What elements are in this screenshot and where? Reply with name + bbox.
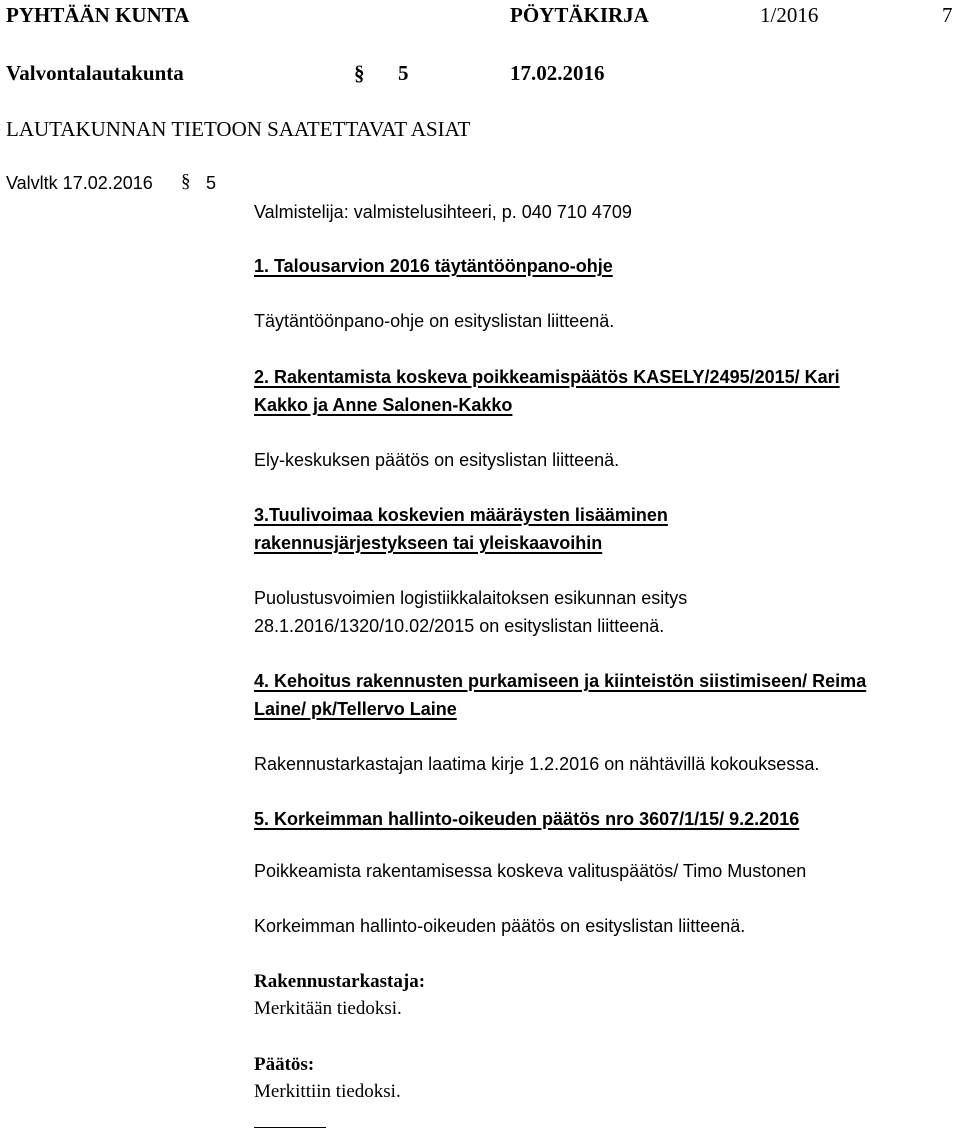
item-2-title-line-1: 2. Rakentamista koskeva poikkeamispäätös KASELY/2495/2015/ Kari: [254, 367, 840, 387]
document-number: 1/2016: [760, 3, 819, 27]
meeting-date: 17.02.2016: [510, 61, 605, 85]
reference-text: Valvltk 17.02.2016: [6, 173, 153, 193]
proposal-text: Merkitään tiedoksi.: [254, 998, 402, 1019]
item-4-title-line-1: 4. Kehoitus rakennusten purkamiseen ja kiinteistön siistimiseen/ Reima: [254, 671, 867, 691]
item-1-title: 1. Talousarvion 2016 täytäntöönpano-ohje: [254, 256, 613, 276]
reference-section-sign: §: [181, 171, 191, 192]
municipality-name: PYHTÄÄN KUNTA: [6, 3, 190, 27]
board-name: Valvontalautakunta: [6, 61, 184, 85]
page-number: 7: [942, 3, 953, 27]
item-5-body-line-1: Poikkeamista rakentamisessa koskeva valituspäätös/ Timo Mustonen: [254, 861, 807, 881]
decision-text: Merkittiin tiedoksi.: [254, 1081, 401, 1102]
item-4-body: Rakennustarkastajan laatima kirje 1.2.2016 on nähtävillä kokouksessa.: [254, 754, 820, 774]
item-5-title: 5. Korkeimman hallinto-oikeuden päätös nro 3607/1/15/ 9.2.2016: [254, 809, 800, 829]
item-4-title-line-2: Laine/ pk/Tellervo Laine: [254, 699, 457, 719]
item-3-title-line-2: rakennusjärjestykseen tai yleiskaavoihin: [254, 533, 603, 553]
item-1-body: Täytäntöönpano-ohje on esityslistan liitteenä.: [254, 311, 615, 331]
section-number: 5: [398, 61, 409, 85]
item-3-title-line-1: 3.Tuulivoimaa koskevien määräysten lisääminen: [254, 505, 668, 525]
section-sign: §: [354, 61, 365, 85]
proposal-label: Rakennustarkastaja:: [254, 971, 426, 992]
item-3-body-line-1: Puolustusvoimien logistiikkalaitoksen esikunnan esitys: [254, 588, 688, 608]
document-type: PÖYTÄKIRJA: [510, 3, 649, 27]
item-2-title-line-2: Kakko ja Anne Salonen-Kakko: [254, 395, 513, 415]
reference-number: 5: [206, 173, 217, 193]
item-3-body-line-2: 28.1.2016/1320/10.02/2015 on esityslistan liitteenä.: [254, 616, 665, 636]
closing-rule: [254, 1127, 326, 1128]
page-title: LAUTAKUNNAN TIETOON SAATETTAVAT ASIAT: [6, 117, 471, 141]
item-2-body: Ely-keskuksen päätös on esityslistan liitteenä.: [254, 450, 620, 470]
preparer-line: Valmistelija: valmistelusihteeri, p. 040 710 4709: [254, 202, 632, 222]
decision-label: Päätös:: [254, 1054, 315, 1075]
item-5-body-line-2: Korkeimman hallinto-oikeuden päätös on esityslistan liitteenä.: [254, 916, 746, 936]
